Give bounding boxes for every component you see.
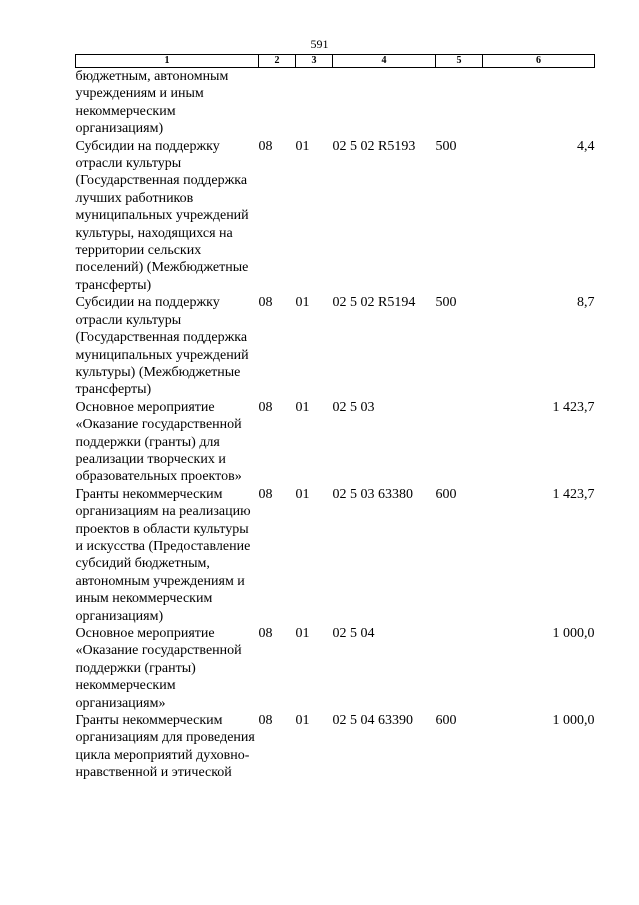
row-target: 02 5 02 R5194 — [332, 295, 416, 311]
row-subsection: 01 — [295, 713, 310, 729]
column-header-subsection: 3 — [296, 55, 333, 68]
table-header — [76, 55, 595, 68]
row-section: 08 — [258, 626, 273, 641]
row-subsection — [296, 68, 333, 138]
row-kind: 600 — [435, 486, 457, 502]
row-subsection: 01 — [295, 626, 310, 641]
row-name: Основное мероприятие «Оказание государственной поддержки (гранты) для реализации творческих и образовательных проектов» — [75, 399, 242, 485]
row-section: 08 — [258, 713, 273, 729]
header-row — [76, 55, 595, 68]
row-kind: 500 — [435, 295, 457, 311]
row-kind — [436, 625, 483, 712]
row-name: Основное мероприятие «Оказание государственной поддержки (гранты) некоммерческим организациям» — [75, 626, 242, 711]
row-amount: 8,7 — [577, 295, 595, 311]
row-section: 08 — [258, 295, 273, 311]
row-name: Субсидии на поддержку отрасли культуры (Государственная поддержка муниципальных учреждений культуры) (Межбюджетные трансферты) — [75, 295, 249, 398]
row-section: 08 — [258, 486, 273, 502]
column-header-amount: 6 — [483, 55, 595, 68]
row-name: бюджетным, автономным учреждениям и иным некоммерческим организациям) — [75, 69, 229, 137]
row-subsection: 01 — [295, 295, 310, 311]
page-number: 591 — [310, 37, 329, 51]
row-target: 02 5 03 — [332, 399, 375, 415]
row-name: Гранты некоммерческим организациям для проведения цикла мероприятий духовно-нравственной и этической — [75, 713, 255, 781]
row-kind — [436, 399, 483, 486]
table-row — [76, 399, 595, 486]
row-subsection: 01 — [295, 486, 310, 502]
row-kind — [436, 68, 483, 138]
row-amount: 1 423,7 — [552, 486, 595, 502]
column-header-kind: 5 — [436, 55, 483, 68]
row-subsection: 01 — [295, 399, 310, 415]
row-subsection: 01 — [295, 138, 310, 154]
row-target: 02 5 02 R5193 — [332, 138, 416, 154]
row-kind: 600 — [435, 713, 457, 729]
column-header-section: 2 — [259, 55, 296, 68]
row-amount — [483, 68, 595, 138]
budget-table — [75, 54, 595, 782]
table-row — [76, 625, 595, 712]
row-section: 08 — [258, 399, 273, 415]
row-section — [259, 68, 296, 138]
table-row — [76, 138, 595, 295]
row-name: Гранты некоммерческим организациям на реализацию проектов в области культуры и искусства (Предоставление субсидий бюджетным, автономным учреждениям и иным некоммерческим организациям) — [75, 486, 251, 624]
row-section: 08 — [258, 138, 273, 154]
table-row — [76, 486, 595, 625]
row-amount: 4,4 — [577, 138, 595, 154]
row-target: 02 5 04 — [332, 626, 375, 641]
row-name: Субсидии на поддержку отрасли культуры (Государственная поддержка лучших работников муниципальных учреждений культуры, находящихся на территории сельских поселений) (Межбюджетные трансферты) — [75, 138, 249, 293]
row-target: 02 5 04 63390 — [332, 713, 413, 729]
table-row — [76, 68, 595, 138]
column-header-target: 4 — [333, 55, 436, 68]
row-target — [333, 68, 436, 138]
table-row — [76, 294, 595, 398]
row-amount: 1 423,7 — [552, 399, 595, 415]
row-target: 02 5 03 63380 — [332, 486, 413, 502]
row-kind: 500 — [435, 138, 457, 154]
column-header-name: 1 — [76, 55, 259, 68]
row-amount: 1 000,0 — [552, 713, 595, 729]
table-row — [76, 712, 595, 782]
row-amount: 1 000,0 — [552, 626, 595, 641]
